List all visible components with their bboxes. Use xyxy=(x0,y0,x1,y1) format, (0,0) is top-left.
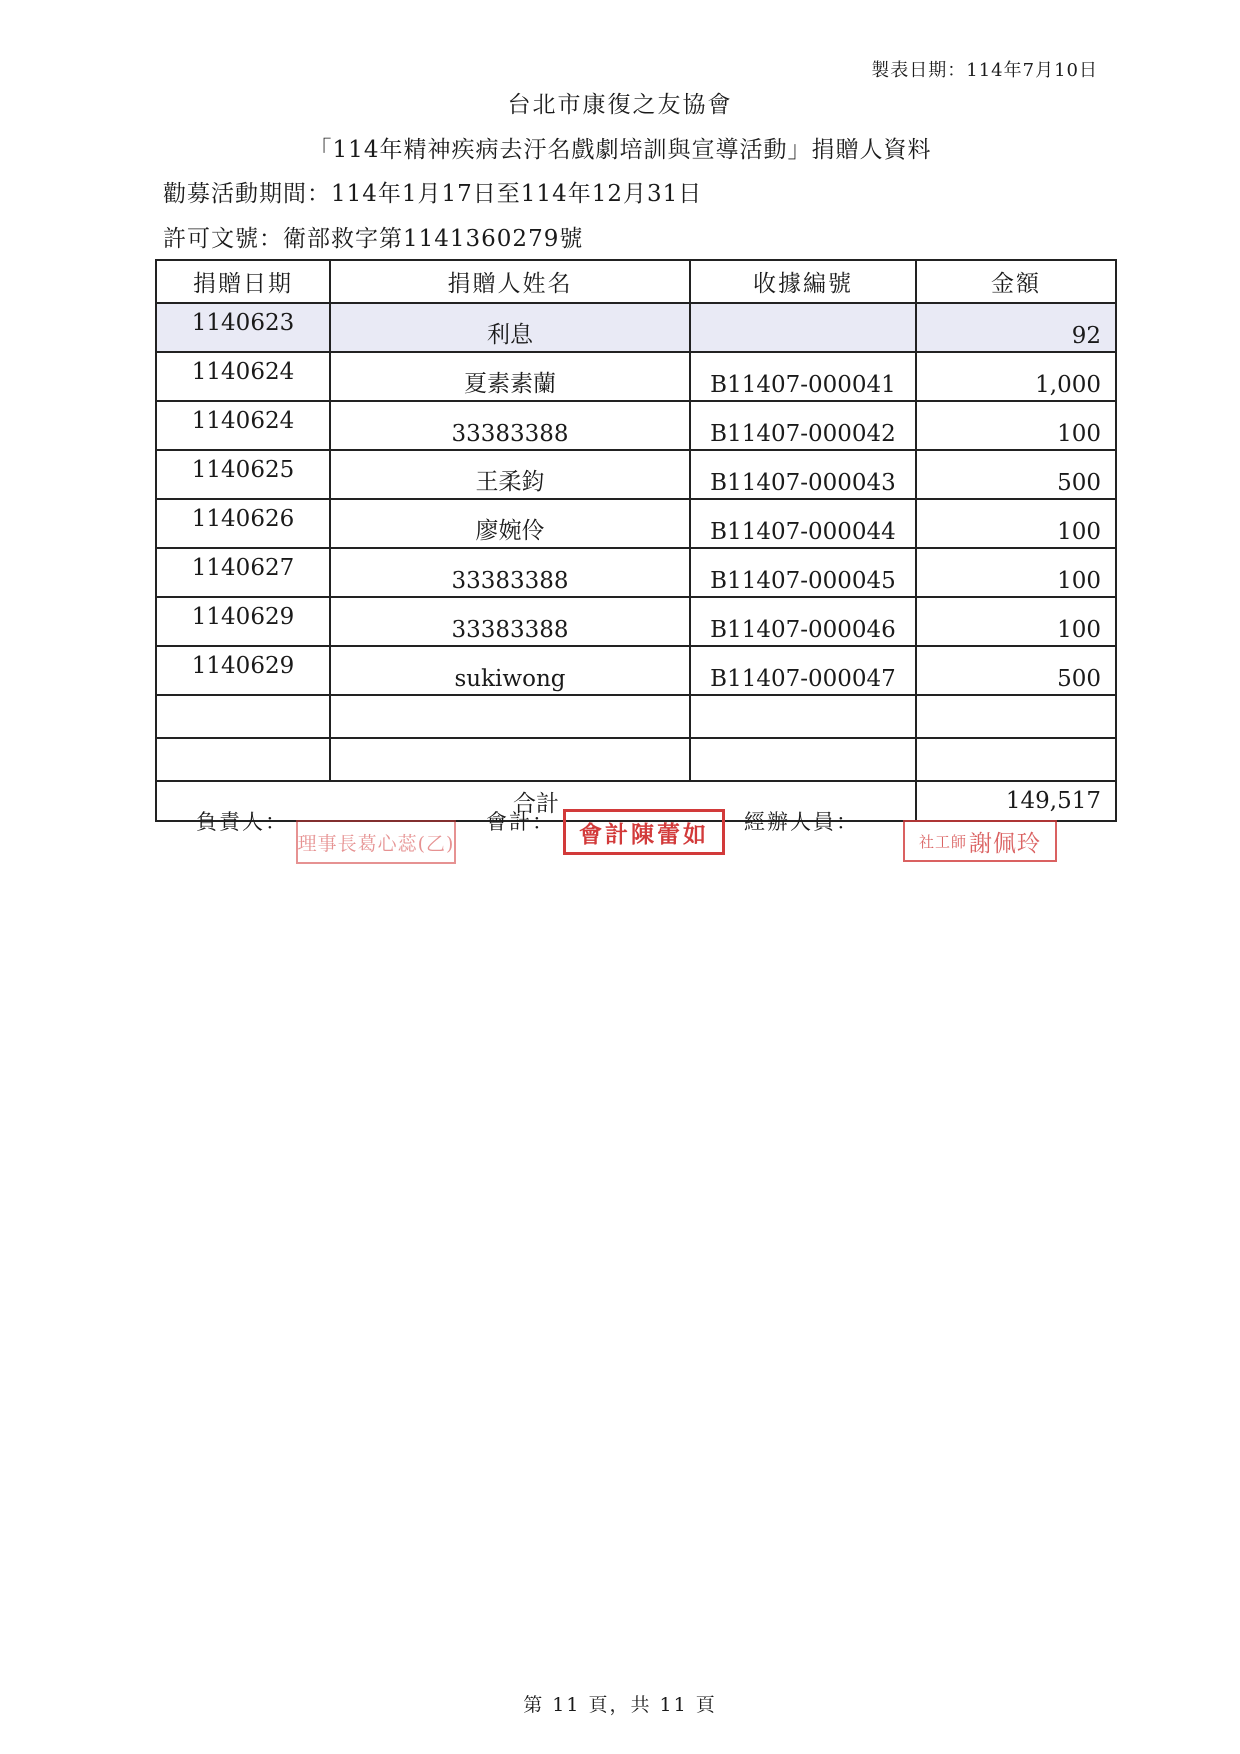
responsible-person-label: 負責人： xyxy=(196,810,288,834)
cell-amount: 92 xyxy=(916,303,1116,352)
table-row xyxy=(156,450,1116,499)
header-date: 捐贈日期 xyxy=(156,260,330,303)
cell-donor-name: 33383388 xyxy=(330,597,690,646)
table-row xyxy=(156,597,1116,646)
accounting-stamp: 會計陳蕾如 xyxy=(563,809,725,855)
header-donor-name: 捐贈人姓名 xyxy=(330,260,690,303)
table-row xyxy=(156,401,1116,450)
cell-donor-name: sukiwong xyxy=(330,646,690,695)
page-number: 第 11 頁，共 11 頁 xyxy=(523,1694,717,1716)
cell-receipt-number: B11407-000041 xyxy=(690,352,916,401)
empty-cell xyxy=(690,738,916,781)
cell-amount: 500 xyxy=(916,646,1116,695)
table-row xyxy=(156,548,1116,597)
empty-cell xyxy=(156,738,330,781)
responsible-person-stamp: 理事長葛心蕊(乙) xyxy=(296,820,456,864)
table-header-row xyxy=(156,260,1116,303)
empty-cell xyxy=(330,695,690,738)
empty-cell xyxy=(156,695,330,738)
donor-table xyxy=(155,259,1117,822)
cell-receipt-number: B11407-000043 xyxy=(690,450,916,499)
cell-receipt-number: B11407-000046 xyxy=(690,597,916,646)
cell-donor-name: 王柔鈞 xyxy=(330,450,690,499)
cell-donor-name: 夏素素蘭 xyxy=(330,352,690,401)
accounting-label: 會計： xyxy=(486,810,555,834)
table-row xyxy=(156,352,1116,401)
date-made: 製表日期：114年7月10日 xyxy=(871,60,1098,81)
organization-name: 台北市康復之友協會 xyxy=(507,92,733,118)
cell-date: 1140626 xyxy=(156,499,330,548)
cell-date: 1140625 xyxy=(156,450,330,499)
cell-receipt-number: B11407-000047 xyxy=(690,646,916,695)
cell-date: 1140624 xyxy=(156,352,330,401)
fundraising-period: 勸募活動期間：114年1月17日至114年12月31日 xyxy=(163,181,703,207)
header-amount: 金額 xyxy=(916,260,1116,303)
cell-date: 1140624 xyxy=(156,401,330,450)
cell-date: 1140629 xyxy=(156,597,330,646)
handler-stamp-name: 謝佩玲 xyxy=(969,830,1041,857)
total-amount: 149,517 xyxy=(916,781,1116,821)
cell-date: 1140627 xyxy=(156,548,330,597)
cell-amount: 100 xyxy=(916,499,1116,548)
empty-cell xyxy=(330,738,690,781)
cell-amount: 1,000 xyxy=(916,352,1116,401)
empty-cell xyxy=(916,695,1116,738)
handler-label: 經辦人員： xyxy=(744,810,859,834)
cell-date: 1140623 xyxy=(156,303,330,352)
cell-donor-name: 廖婉伶 xyxy=(330,499,690,548)
cell-donor-name: 利息 xyxy=(330,303,690,352)
empty-table-row xyxy=(156,738,1116,781)
document-title: 「114年精神疾病去汙名戲劇培訓與宣導活動」捐贈人資料 xyxy=(308,137,932,163)
cell-receipt-number xyxy=(690,303,916,352)
cell-receipt-number: B11407-000044 xyxy=(690,499,916,548)
handler-stamp-title: 社工師 xyxy=(918,832,967,851)
empty-cell xyxy=(916,738,1116,781)
cell-date: 1140629 xyxy=(156,646,330,695)
cell-donor-name: 33383388 xyxy=(330,401,690,450)
header-receipt-number: 收據編號 xyxy=(690,260,916,303)
cell-receipt-number: B11407-000042 xyxy=(690,401,916,450)
cell-amount: 500 xyxy=(916,450,1116,499)
handler-stamp xyxy=(903,820,1057,862)
cell-receipt-number: B11407-000045 xyxy=(690,548,916,597)
cell-donor-name: 33383388 xyxy=(330,548,690,597)
empty-cell xyxy=(690,695,916,738)
empty-table-row xyxy=(156,695,1116,738)
table-row xyxy=(156,646,1116,695)
cell-amount: 100 xyxy=(916,401,1116,450)
cell-amount: 100 xyxy=(916,597,1116,646)
table-row xyxy=(156,303,1116,352)
cell-amount: 100 xyxy=(916,548,1116,597)
permit-number: 許可文號：衛部救字第1141360279號 xyxy=(163,226,584,252)
table-row xyxy=(156,499,1116,548)
total-label: 合計 xyxy=(156,781,916,821)
